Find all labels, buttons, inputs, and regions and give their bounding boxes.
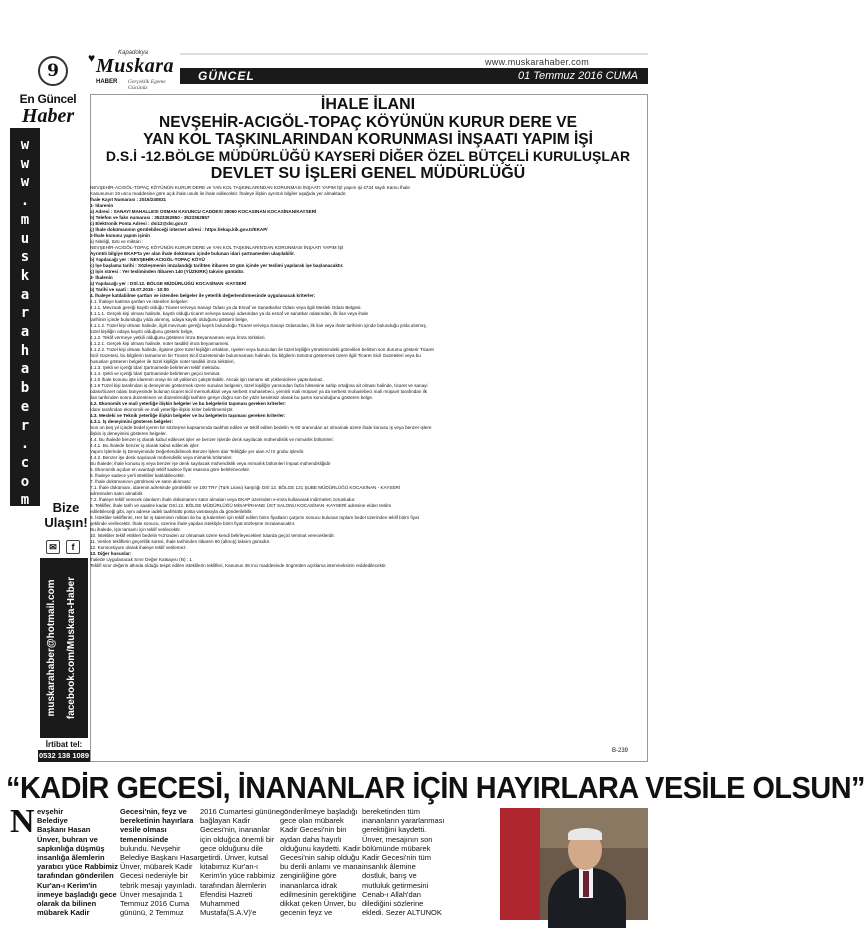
notice-line: b) Telefon ve faks numarası : 3523362850 - 3523362857: [90, 215, 210, 220]
vertical-url-char: w: [20, 155, 30, 172]
sidebar-line2: Haber: [21, 105, 75, 127]
notice-line: Yapım İşlerinde İş Deneyiminde Değerlendirilecek Benzer İşlere dair Tebliğde yer alan A/ IX grubu işlerdir.: [90, 449, 305, 454]
notice-line: 4.1.2.2. Tüzel kişi olması halinde, ilgisine göre tüzel kişiliğin ortakları, üyeleri veya kurucuları ile tüzel kişiliğin yönetimindeki görevlileri belirten son durumu gösterir Ticaret: [90, 347, 434, 352]
article-line: bereketinin hayırlara: [120, 816, 194, 826]
vertical-url-char: k: [20, 267, 30, 284]
notice-line: hususları gösteren belgeler ile tüzel kişiliğin noter tasdikli imza sirküleri,: [90, 359, 235, 364]
article-line: gönderilmeye başladığı: [280, 807, 358, 816]
article-line: ekledi. Sezer ALTUNOK: [362, 908, 442, 918]
notice-line: 4.1.2. Teklif vermeye yetkili olduğunu gösteren İmza Beyannamesi veya İmza Sirküleri.: [90, 335, 266, 340]
drop-cap: N: [10, 803, 35, 840]
notice-line: 2-İhale konusu yapım işinin: [90, 233, 150, 238]
notice-line: tarihinin içinde bulunduğu yılda alınmış, odaya kayıtlı olduğunu gösterir belge,: [90, 317, 249, 322]
article-line: olarak da bilinen: [37, 898, 97, 908]
notice-line: 11. Verilen tekliflerin geçerlilik süresi, ihale tarihinden itibaren 60 (altmış) takvim günüdür.: [90, 539, 271, 544]
article-line: Gecesi'nin, inananlar: [200, 825, 270, 835]
facebook-icon[interactable]: f: [66, 540, 80, 554]
vertical-url-char: w: [20, 174, 30, 191]
sidebar-line1: En Güncel: [19, 92, 77, 106]
notice-line: 4.1.5 İhale konusu işte idarenin onayı ile alt yüklenici çalıştırılabilir. Ancak işin tamamı alt yüklenicilere yaptırılamaz.: [90, 377, 324, 382]
notice-line: b) Tarihi ve saati : 19.07.2016 - 10:00: [90, 287, 169, 292]
notice-line: 4.1.1.1. Gerçek kişi olması halinde, kayıtlı olduğu ticaret ve/veya sanayi odasından ya da esnaf ve sanatkar odasından, ilk ilan veya ihale: [90, 311, 369, 316]
notice-line: ç) İşin süresi : Yer tesliminden itibaren 140 (YÜZKIRK) takvim günüdür.: [90, 269, 245, 274]
notice-line: ilişkin iş deneyimini gösteren belgeler.: [90, 431, 167, 436]
vertical-url-char: a: [20, 286, 30, 303]
notice-line: 4.3.1. İş deneyimini gösteren belgeler:: [90, 419, 173, 424]
vertical-url-char: w: [20, 137, 30, 153]
article-line: yaratıcı yüce Rabbimiz: [37, 862, 118, 872]
article-line: mutluluk getirmesini: [362, 880, 429, 890]
article-line: Muhammed: [200, 898, 240, 908]
notice-line: tüzel kişiliğin odaya kayıtlı olduğunu gösterir belge,: [90, 329, 194, 334]
article-line: bu derili anlamı ve mana: [280, 862, 362, 872]
notice-line: 4.4.2. Benzer işe denk sayılacak mühendislik veya mimarlık bölümleri:: [90, 455, 233, 460]
tie-shape: [583, 871, 589, 897]
vertical-url-char: b: [20, 380, 30, 397]
notice-line: a) Adresi : SANAYI MAHALLESI OSMAN KAVUNCU CADDESI 38060 KOCASINAN KOCASİNAN/KAYSERİ: [90, 209, 317, 214]
logo[interactable]: [70, 50, 180, 91]
contact-heading: [44, 500, 88, 530]
section-name: GÜNCEL: [198, 69, 255, 83]
notice-line: b) Yapılacağı yer : NEVŞEHİR-ACIGÖL-TOPAÇ KÖYÜ: [90, 257, 205, 262]
article-line: bölümünde mübarek: [362, 843, 431, 853]
vertical-url-char: a: [20, 361, 30, 378]
vertical-url-char: a: [20, 324, 30, 341]
article-line: tebrik mesajı yayınladı.: [120, 880, 197, 890]
notice-line: şeklinde verilecektir. İhale sonucu, üzerine ihale yapılan istekliyle birim fiyat sözleşme imzalanacaktır.: [90, 521, 296, 526]
notice-line: NEVŞEHİR-ACIGÖL-TOPAÇ KÖYÜNÜN KURUR DERE ve YAN KOL TAŞKINLARIN'DAN KORUNMASI İNŞAATI YAPIM İŞİ: [90, 245, 344, 250]
logo-slogan: Gerçeklik Egeme Gücünüz: [128, 79, 166, 91]
bize-label: Bize: [52, 500, 80, 515]
article-line: Kerim'in yüce rabbimiz: [200, 871, 276, 881]
vertical-url-char: m: [20, 492, 30, 509]
notice-title: İHALE İLANI: [320, 96, 416, 113]
irtibat-label: İrtibat tel:: [45, 740, 83, 749]
article-line: bereketinden tüm: [362, 807, 420, 816]
article-line: vesile olması: [120, 825, 167, 835]
article-line: tarafından âlemlerin: [200, 880, 267, 890]
notice-line: 7.2. İhaleye teklif verecek olanların ihale dokümanını satın almaları veya EKAP üzerinden e-imza kullanarak indirmeleri zorunludur.: [90, 497, 356, 502]
logo-sub: HABER: [96, 79, 118, 85]
article-column-2: [120, 807, 202, 917]
notice-line: Sicil Gazetesi, bu bilgilerin tamamının bir Ticaret Sicil Gazetesinde bulunmaması halinde, bu bilgilerin tümünü göstermek üzere ilgili Ticaret Sicil Gazeteleri veya bu: [90, 353, 421, 358]
notice-line: ilan tarihinden sonra düzenlenen ve düzenlendiği tarihten geriye doğru son bir yıldır kesintisiz olarak bu şartın korunduğunu gösteren belge.: [90, 395, 374, 400]
notice-line: 4.1. İhaleye katılma şartları ve istenilen belgeler:: [90, 299, 189, 304]
mail-icon[interactable]: ✉: [46, 540, 60, 554]
article-line: Gecesi'nin, feyz ve: [120, 807, 187, 816]
article-line: dikkat çeken Ünver, bu: [280, 898, 356, 908]
article-line: tarafından gönderilen: [37, 871, 114, 881]
article-line: gününü, 2 Temmuz: [120, 908, 184, 918]
flag-shape: [500, 808, 540, 920]
vertical-url-char: r: [20, 305, 30, 322]
vertical-url-char: .: [20, 193, 30, 210]
phone-number[interactable]: 0532 138 1089: [38, 751, 90, 760]
notice-line: 7. İhale dokümanının görülmesi ve satın alınması:: [90, 479, 192, 484]
notice-line: 7.1. İhale dokümanı, idarenin adresinde görülebilir ve 100 TRY (Türk Lirası) karşılığı DSİ 12. BÖLGE 121 ŞUBE MÜDÜRLÜĞÜ KOCASİNAN - KAYSERİ: [90, 485, 401, 490]
article-line: aydan daha hayırlı: [280, 834, 342, 844]
notice-line: c) İşe başlama tarihi : Sözleşmenin imzalandığı tarihten itibaren 10 gün içinde yer teslimi yapılarak işe başlanacaktır.: [90, 263, 344, 268]
article-line: inmeye başladığı gece: [37, 889, 117, 899]
notice-subject-line1: NEVŞEHİR-ACIGÖL-TOPAÇ KÖYÜNÜN KURUR DERE VE: [159, 114, 577, 131]
article-line: Ünver mesajında 1: [120, 889, 183, 899]
notice-line: 4.3. Mesleki ve Teknik yeterliğe ilişkin belgeler ve bu belgelerin taşıması gereken kriterler:: [90, 413, 286, 418]
notice-line: 4.1.4. Şekli ve içeriği İdari Şartnamede belirlenen geçici teminat.: [90, 371, 221, 376]
article-line: dilediğini sözlerine: [362, 898, 424, 908]
vertical-url-char: c: [20, 454, 30, 471]
article-headline: “KADİR GECESİ, İNANANLAR İÇİN HAYIRLARA VESİLE OLSUN”: [6, 770, 865, 805]
notice-line: İhale Kayıt Numarası : 2016/240831: [90, 197, 167, 202]
article-line: kitabımız Kur'an-ı: [200, 862, 259, 872]
article-line: Başkanı Hasan: [37, 825, 91, 835]
article-line: insanlığa âlemlerin: [37, 852, 105, 862]
article-line: inananların yararlanması: [362, 816, 445, 826]
article-line: Efendisi Hazreti: [200, 889, 253, 899]
contact-bar: [40, 558, 88, 738]
facebook-link[interactable]: facebook.com/Muskara-Haber: [66, 576, 77, 720]
notice-line: Kanununun 19 uncu maddesine göre açık ihale usulü ile ihale edilecektir. İhaleye ilişkin ayrıntılı bilgiler aşağıda yer almaktadır.: [90, 191, 347, 196]
vertical-url-char: o: [20, 473, 30, 490]
sidebar-header: [6, 92, 90, 126]
notice-line: Bu ihalede, işin tamamı için teklif verilecektir.: [90, 527, 181, 532]
article-line: edilmesinin gerektiğine: [280, 889, 357, 899]
vertical-url-char: m: [20, 211, 30, 228]
notice-line: 13. Diğer hususlar:: [90, 551, 132, 556]
article-line: Ünver, mesajının son: [362, 834, 433, 844]
vertical-url-char: h: [20, 342, 30, 359]
notice-authority: D.S.İ -12.BÖLGE MÜDÜRLÜĞÜ KAYSERİ DİĞER ÖZEL BÜTÇELİ KURULUŞLAR: [105, 148, 631, 164]
article-line: mübarek Kadir: [37, 908, 90, 918]
article-line: Ünver, mübarek Kadir: [120, 862, 193, 872]
article-line: gece olan mübarek: [280, 816, 344, 826]
notice-subject-line2: YAN KOL TAŞKINLARINDAN KORUNMASI İNŞAATI YAPIM İŞİ: [143, 131, 593, 148]
article-line: insanlık âlemine: [362, 862, 416, 872]
header-divider: [180, 53, 648, 55]
section-bar: [180, 68, 648, 84]
article-line: Belediye Başkanı Hasan: [120, 852, 202, 862]
article-line: sapkınlığa düşmüş: [37, 843, 105, 853]
article-line: 2016 Cumartesi gününe: [200, 807, 281, 816]
notice-line: edilebileceği gibi, aynı adrese iadeli taahhütlü posta vasıtasıyla da gönderilebilir.: [90, 509, 253, 514]
notice-line: Bu ihalede; ihale konusu iş veya benzer işe denk sayılacak mühendislik veya mimarlık bölümleri İnşaat mühendisliğidir: [90, 461, 331, 466]
vertical-url-char: .: [20, 436, 30, 453]
notice-line: a) Yapılacağı yer : DSİ.12. BÖLGE MÜDÜRLÜĞÜ KOCASİNAN -KAYSERİ: [90, 281, 247, 286]
notice-line: Son on beş yıl içinde bedel içeren bir sözleşme kapsamında taahhüt edilen ve teklif edilen bedelin % 60 oranından az olmamak üzere ihale konusu iş veya benzer işlere: [90, 425, 432, 430]
article-line: inananlarca idrak: [280, 880, 338, 890]
notice-line: 4.1.6 Tüzel kişi tarafından iş deneyimini göstermek üzere sunulan belgenin, tüzel kişiliğin yarısından fazla hissesine sahip ortağına ait olması halinde, ticaret ve sanayi: [90, 383, 428, 388]
vertical-url-char: u: [20, 230, 30, 247]
email-link[interactable]: muskarahaber@hotmail.com: [46, 579, 57, 717]
article-line: Temmuz 2016 Cuma: [120, 898, 190, 908]
notice-line: Ayrıntılı bilgiye EKAP'ta yer alan ihale dokümanı içinde bulunan idari şartnameden ulaşılabilir.: [90, 251, 295, 256]
logo-name: Muskara: [96, 55, 174, 77]
notice-line: 1- İdarenin: [90, 203, 114, 208]
heart-icon: ♥: [88, 51, 96, 65]
notice-line: ç) İhale dokümanının görülebileceği internet adresi : https://ekap.kik.gov.tr/EKAP/: [90, 227, 268, 232]
notice-line: İdare tarafından ekonomik ve mali yeterliğe ilişkin kriter belirtilmemiştir.: [90, 407, 234, 412]
notice-line: 4. İhaleye katılabilme şartları ve istenilen belgeler ile yeterlik değerlendirmesinde uygulanacak kriterler:: [90, 293, 316, 298]
notice-line: odası/ticaret odası bünyesinde bulunan ticaret sicil memurluklari veya serbest muhasebeci, yeminli mali müşavir ya da serbest muhasebeci mali müşavir tarafından ilk: [90, 389, 428, 394]
article-line: Belediye: [37, 816, 68, 826]
article-line: Mustafa(S.A.V)'e: [200, 908, 257, 918]
article-line: getirdi. Ünver, kutsal: [200, 852, 268, 862]
article-column-3: [200, 807, 280, 917]
notice-line: 4.4.1. Bu ihalede benzer iş olarak kabul edilecek işler:: [90, 443, 200, 448]
vertical-url-char: s: [20, 249, 30, 266]
contact-phone-block: [38, 740, 90, 762]
notice-line: İhalede Uygulanacak Sınır Değer Katsayısı (N) : 1: [90, 557, 192, 562]
article-line: Kadir Gecesi'nin bin: [280, 825, 347, 835]
vertical-url-char: e: [20, 398, 30, 415]
notice-line: 4.4. Bu ihalede benzer iş olarak kabul edilecek işler ve benzer işlerde denk sayılacak mühendislik ve mimarlık bölümleri:: [90, 437, 334, 442]
article-line: Kur'an-ı Kerim'in: [37, 880, 97, 890]
notice-line: adresinden satın alınabilir.: [90, 491, 144, 496]
notice-line: c) Elektronik Posta Adresi : dsi12@dsi.gov.tr: [90, 221, 188, 226]
notice-line: 8. Teklifler, ihale tarih ve saatine kadar DSİ.12. BÖLGE MÜDÜRLÜĞÜ MİSAFİRHANE ÜST SALONU KOCASİNAN -KAYSERİ adresine elden teslim: [90, 503, 392, 508]
notice-line: 12. Konsorsiyum olarak ihaleye teklif verilemez.: [90, 545, 187, 550]
article-line: bulundu. Nevşehir: [120, 843, 181, 853]
article-column-5: [362, 807, 445, 917]
hair-shape: [568, 828, 602, 840]
site-url[interactable]: www.muskarahaber.com: [485, 57, 590, 67]
article-line: Gecesi'nin sahip olduğu: [280, 852, 360, 862]
notice-line: 4.2. Ekonomik ve mali yeterliğe ilişkin belgeler ve bu belgelerin taşıması gereken kriterler:: [90, 401, 286, 406]
article-line: Ünver, buhran ve: [37, 834, 98, 844]
article-line: gecenin feyz ve: [280, 908, 333, 918]
article-line: Kadir Gecesi'nin tüm: [362, 852, 431, 862]
ulasin-label: Ulaşın!: [44, 515, 88, 530]
notice-line: Teklifi sınır değerin altında olduğu tespit edilen isteklilerin teklifleri, Kanunun 38 inci maddesinde öngörülen açıklama istenmeksizin reddedilecektir.: [90, 563, 387, 568]
notice-institution: DEVLET SU İŞLERİ GENEL MÜDÜRLÜĞÜ: [210, 165, 526, 182]
notice-line: 4.1.1.2. Tüzel kişi olması halinde, ilgili mevzuatı gereği kayıtlı bulunduğu Ticaret ve/veya Sanayi Odasından, ilk ilan veya ihale tarihinin içinde bulunduğu yılda alınmış,: [90, 323, 427, 328]
notice-line: 6. İhaleye sadece yerli istekliler katılabilecektir.: [90, 473, 185, 478]
mayor-photo: [500, 808, 648, 920]
notice-line: NEVŞEHİR-ACIGÖL-TOPAÇ KÖYÜNÜN KURUR DERE ve YAN KOL TAŞKINLARINDAN KORUNMASI İNŞAATI YAPIM İŞİ yapım işi 4734 sayılı Kamu İhale: [90, 185, 410, 190]
article-line: gerektiğini kaydetti.: [362, 825, 427, 835]
vertical-url[interactable]: [10, 136, 40, 510]
notice-line: 3- İhalenin: [90, 275, 113, 280]
article-line: bağlayan Kadir: [200, 816, 251, 826]
article-line: evşehir: [37, 807, 64, 816]
notice-line: 4.1.3. Şekli ve içeriği İdari Şartnamede belirlenen teklif mektubu.: [90, 365, 221, 370]
article-line: için olduğca önemli bir: [200, 834, 275, 844]
notice-line: a) Niteliği, türü ve miktarı :: [90, 239, 144, 244]
notice-body: [90, 185, 644, 569]
logo-top: Kapadokya: [118, 50, 149, 56]
article-line: olduğunu kaydetti. Kadir: [280, 843, 361, 853]
issue-date: 01 Temmuz 2016 CUMA: [517, 70, 638, 82]
article-line: dostluk, barış ve: [362, 871, 417, 881]
notice-subject: [90, 114, 646, 148]
notice-line: 10. İstekliler teklif ettikleri bedelin %3'ünden az olmamak üzere kendi belirleyecekleri tutarda geçici teminat vereceklerdir.: [90, 533, 335, 538]
page-number: 9: [38, 56, 68, 86]
article-line: temennisinde: [120, 834, 169, 844]
notice-line: 4.1.2.1. Gerçek kişi olması halinde, noter tasdikli imza beyannamesi.: [90, 341, 230, 346]
article-line: Cenab-ı Allah'dan: [362, 889, 421, 899]
article-line: zenginliğine göre: [280, 871, 337, 881]
vertical-url-char: r: [20, 417, 30, 434]
notice-code: B-239: [612, 748, 629, 754]
article-line: Gecesi nedeniyle bir: [120, 871, 188, 881]
notice-line: 4.1.1. Mevzuatı gereği kayıtlı olduğu Ticaret ve/veya Sanayi Odası ya da Esnaf ve Sanatkarlar Odası veya ilgili Meslek Odası Belgesi.: [90, 305, 362, 310]
notice-line: 9. İstekliler tekliflerini, Her bir iş kaleminin miktarı ile bu iş kalemleri için teklif edilen birim fiyatların çarpımı sonucu bulunan toplam bedel üzerinden teklif birim fiyat: [90, 515, 419, 520]
article-line: gece olduğunu dile: [200, 843, 263, 853]
article-column-4: [280, 807, 362, 917]
notice-line: 5. Ekonomik açıdan en avantajlı teklif sadece fiyat esasına göre belirlenecektir.: [90, 467, 251, 472]
article-column-1: [37, 807, 118, 917]
